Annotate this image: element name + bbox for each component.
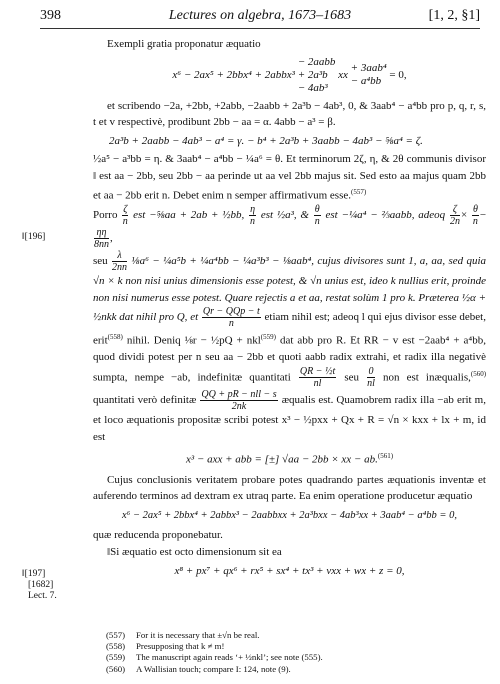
fraction-theta-n: $\frac{\theta}{n}$ — [314, 204, 320, 228]
page-number: 398 — [40, 8, 61, 23]
paragraph: Exempli gratia proponatur æquatio — [107, 38, 261, 50]
eq1-term: − 2aabb — [297, 55, 336, 68]
para4-text: seu — [344, 371, 359, 384]
paragraph — [93, 250, 486, 445]
footnote-number: (559) — [106, 652, 126, 663]
footnote-ref: (558) — [107, 333, 123, 342]
footnote-text: Presupposing that k ≠ m! — [136, 641, 225, 652]
fraction-qr-nl: $\frac{\text{QR − ½t}}{nl}$ — [299, 366, 336, 390]
footnote-number: (558) — [106, 641, 126, 652]
footnote-ref: (560) — [470, 369, 487, 378]
eq1-term: + 2a³b — [297, 68, 328, 81]
eq1-xx: xx — [338, 68, 348, 81]
fraction-theta-n2: $\frac{\theta}{n}$ — [472, 204, 478, 228]
fraction-lambda-2nn: $\frac{\lambda}{2nn}$ — [112, 250, 127, 274]
fraction-zeta-2n: $\frac{\zeta}{2n}$ — [449, 204, 460, 228]
footnote-text: A Wallisian touch; compare I: 124, note (9). — [136, 663, 291, 674]
paragraph: et scribendo −2a, +2bb, +2abb, −2aabb + 2a³b − 4ab³, 0, & 3aab⁴ − a⁴bb pro p, q, r, s, t et v respectivè, prodibunt 2bb − aa = α. 4abb − a³ = β. — [93, 99, 486, 128]
main-text — [93, 36, 486, 583]
porro-expr: est −⅝aa + 2ab + ½bb, — [133, 209, 245, 222]
footnote — [106, 652, 476, 663]
porro-expr: est −¼a⁴ − ⅔aabb, adeoq — [325, 209, 446, 222]
eq1-end: = 0, — [389, 68, 407, 81]
footnote — [106, 664, 476, 675]
header-rule — [40, 28, 480, 29]
margin-ref-1682: [1682] — [28, 580, 54, 590]
footnote-text: The manuscript again reads ‘+ ½nkl’; see note (555). — [136, 652, 323, 663]
eq3-text: x³ − axx + abb = [±] √aa − 2bb × xx − ab. — [185, 454, 378, 467]
fraction-eta-n: $\frac{\eta}{n}$ — [250, 204, 256, 228]
porro-word: Porro — [93, 209, 118, 222]
paragraph: quæ reducenda proponebatur. — [93, 529, 223, 542]
eq1-stack — [298, 56, 336, 95]
section-reference: [1, 2, §1] — [428, 8, 480, 23]
footnote-ref: (557) — [351, 188, 367, 196]
para4-text: æqualis est. Quamobrem radix illa −ab erit m, et loco æquationis propositæ scribi potest x³ − ½pxx + Qx + R = √n × kxx + lx + m, id est — [93, 394, 486, 443]
paragraph: ‖Si æquatio est octo dimensionum sit ea — [107, 545, 282, 558]
fraction-qr-n: $\frac{\text{Qr − QQp − t}}{n}$ — [202, 306, 260, 330]
footnote-ref: (559) — [260, 333, 276, 342]
footnote-number: (557) — [106, 630, 126, 640]
fraction-0-nl: $\frac{0}{nl}$ — [367, 366, 375, 390]
footnote — [106, 630, 476, 641]
porro-expr: est ½a³, & — [260, 209, 309, 222]
eq1-stack-right — [351, 62, 387, 88]
footnote-text: For it is necessary that ±√n be real. — [136, 630, 260, 640]
paragraph — [93, 151, 486, 204]
equation-4: x⁶ − 2ax⁵ + 2bbx⁴ + 2abbx³ − 2aabbxx + 2a³bxx − 4ab³xx + 3aab⁴ − a⁴bb = 0, — [122, 509, 457, 521]
margin-lecture: Lect. 7. — [28, 591, 57, 601]
equation-5: x⁸ + px⁷ + qx⁶ + rx⁵ + sx⁴ + tx³ + vxx + wx + z = 0, — [174, 565, 405, 578]
equation-1 — [93, 56, 486, 95]
eq1-left: x⁶ − 2ax⁵ + 2bbx⁴ + 2abbx³ — [172, 68, 295, 81]
margin-ref-196: ‖[196] — [22, 232, 46, 242]
seu-word: seu — [93, 255, 108, 268]
footnote-number: (560) — [106, 663, 126, 674]
para4-text: quantitati verò definitæ — [93, 394, 197, 407]
para4-text: non est inæqualis, — [383, 371, 471, 384]
footnote — [106, 641, 476, 652]
fraction-etaeta-8nn: $\frac{\eta\eta}{8nn}$ — [94, 227, 109, 251]
porro-line: Porro $\frac{\zeta}{n}$ est −⅝aa + 2ab + ½bb, $\frac{\eta}{n}$ est ½a³, & $\frac{\theta}{n}$ est −¼a⁴ − ⅔aabb, adeoq $\frac{\zeta}{2n}$ × $\frac{\theta}{n}$ − $\frac{\eta\eta}{8nn}$ , — [93, 204, 487, 251]
running-title: Lectures on algebra, 1673–1683 — [168, 8, 352, 23]
para3-text: ½a⁵ − a³bb = η. & 3aab⁴ − a⁴bb − ¼a⁶ = θ. Et terminorum 2ζ, η, & 2θ communis divisor ‖ est aa − 2bb, seu 2bb − aa perinde ut aa vel 2bb majus sit. Sed esto aa majus quam 2bb et aa − 2bb erit n. Debet enim n semper affirmativum esse. — [93, 153, 486, 202]
fraction-qq-2nk: $\frac{\text{QQ + pR − nll − s}}{2nk}$ — [201, 389, 277, 413]
equation-3 — [93, 448, 486, 468]
paragraph: Cujus conclusionis veritatem probare potes quadrando partes æquationis inventæ et auferendo terminos ad dextram ex utraq parte. Ea enim operatione producetur æquatio — [93, 473, 486, 503]
footnotes — [106, 630, 476, 675]
para4-text: ⅛a⁶ − ¼a⁵b + ¼a⁴bb − ¼a³b³ − ⅛aab⁴, cujus divisores sunt 1, a, aa, sed quia √n × k non nisi unius dimensionis esse potest, & √n unius est, ideo k nullius erit, proinde non nisi numerus esse potest. Quare rejectis a et aa, restat solùm 1 pro k. Præterea ½α + ½nkk dat nihil pro Q, et — [93, 255, 486, 324]
equation-2: 2a³b + 2aabb − 4ab³ − a⁴ = γ. − b⁴ + 2a³b + 3aabb − 4ab³ − ⅝a⁴ = ζ. — [109, 134, 423, 147]
para4-text: nihil. Deniq ⅛r − ½pQ + nkl — [126, 334, 261, 347]
page-header — [40, 6, 480, 26]
eq1-term: + 3aab⁴ — [350, 62, 387, 74]
eq1-term: − a⁴bb — [350, 75, 382, 87]
para4-text: etiam nihil est; adeoq l qui ejus divisor esse debet, erit — [93, 311, 486, 347]
eq1-term: − 4ab³ — [297, 81, 328, 94]
fraction-zeta-n: $\frac{\zeta}{n}$ — [122, 204, 128, 228]
margin-ref-197: ‖[197] — [22, 569, 46, 579]
para4-text: dat abb pro R. Et RR − v est −2aab⁴ + a⁴bb, quod dividi potest per n seu aa − 2bb et quoti aabb radix extrahi, et radix illa negativè sumpta, nempe −ab, indefinitæ quantitati — [93, 334, 487, 384]
footnote-ref: (561) — [377, 452, 394, 461]
